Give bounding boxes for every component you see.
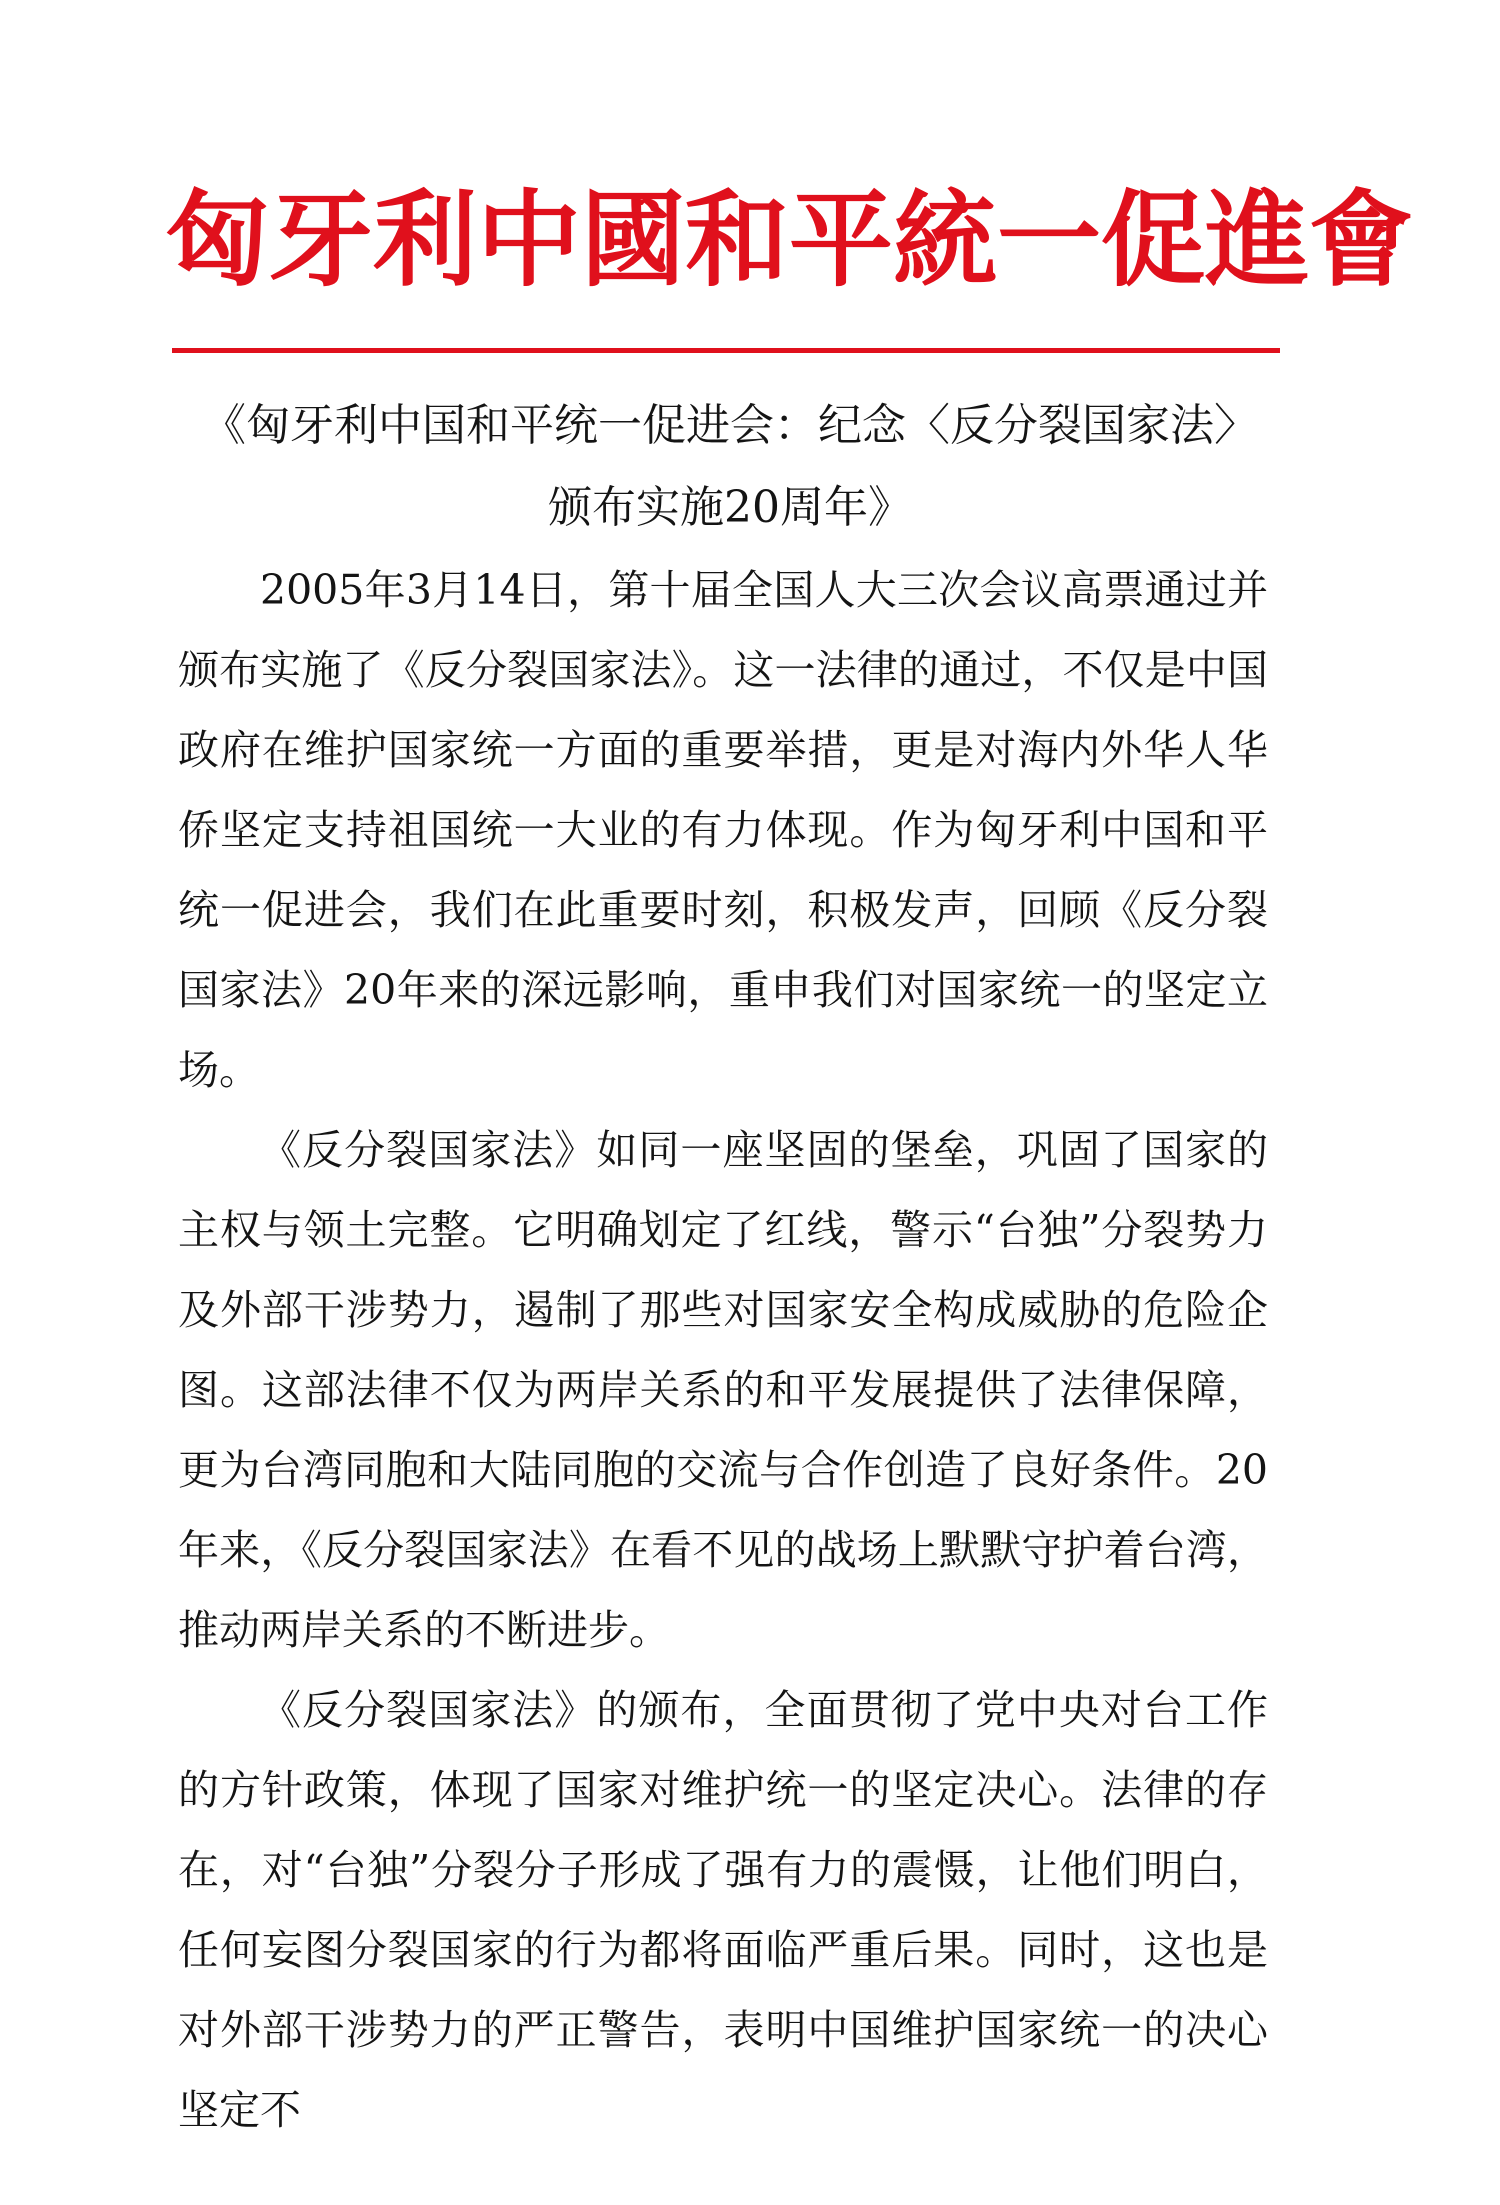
document-title-line-1: 《匈牙利中国和平统一促进会：纪念〈反分裂国家法〉 xyxy=(202,400,1258,451)
body-paragraph-1: 2005年3月14日，第十届全国人大三次会议高票通过并颁布实施了《反分裂国家法》。这一法律的通过，不仅是中国政府在维护国家统一方面的重要举措，更是对海内外华人华侨坚定支持祖国统一大业的有力体现。作为匈牙利中国和平统一促进会，我们在此重要时刻，积极发声，回顾《反分裂国家法》20年来的深远影响，重申我们对国家统一的坚定立场。 xyxy=(178,566,1268,1094)
body-paragraph-2: 《反分裂国家法》如同一座坚固的堡垒，巩固了国家的主权与领土完整。它明确划定了红线，警示“台独”分裂势力及外部干涉势力，遏制了那些对国家安全构成威胁的危险企图。这部法律不仅为两岸关系的和平发展提供了法律保障，更为台湾同胞和大陆同胞的交流与合作创造了良好条件。20年来，《反分裂国家法》在看不见的战场上默默守护着台湾，推动两岸关系的不断进步。 xyxy=(178,1126,1268,1654)
body-paragraph-3: 《反分裂国家法》的颁布，全面贯彻了党中央对台工作的方针政策，体现了国家对维护统一的坚定决心。法律的存在，对“台独”分裂分子形成了强有力的震慑，让他们明白，任何妄图分裂国家的行为都将面临严重后果。同时，这也是对外部干涉势力的严正警告，表明中国维护国家统一的决心坚定不 xyxy=(178,1686,1268,2134)
document-title xyxy=(170,385,1290,549)
letterhead-red-rule xyxy=(172,348,1280,353)
document-body xyxy=(178,550,1268,2150)
letterhead-organization-name: 匈牙利中國和平統一促進會 xyxy=(165,178,1414,301)
document-title-line-2: 颁布实施20周年》 xyxy=(548,482,912,533)
